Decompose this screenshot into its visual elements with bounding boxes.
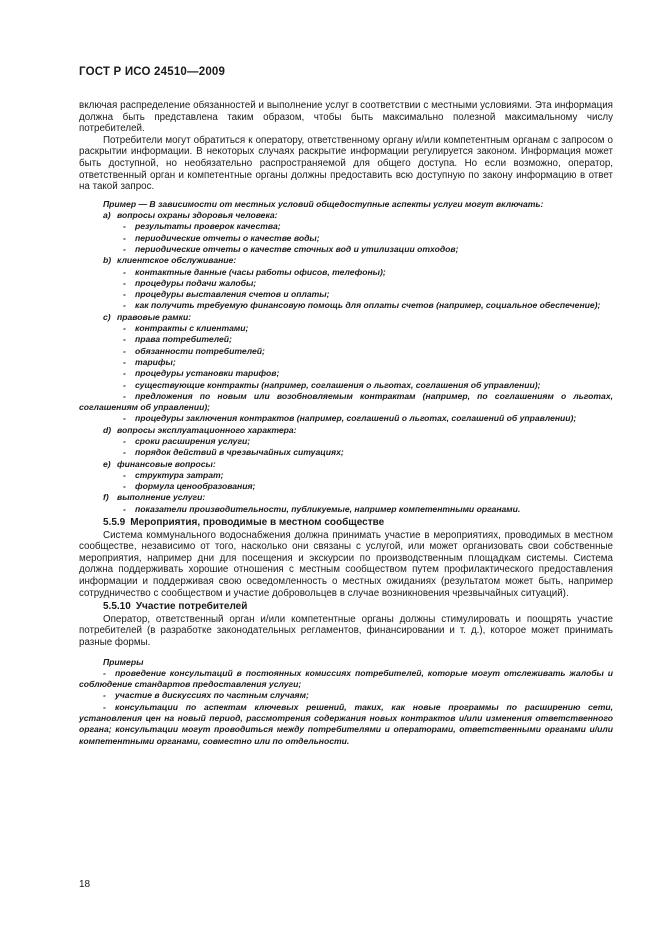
examples-lead: Примеры [103,656,144,667]
example-group-b [79,255,613,266]
group-label: b) [103,255,112,266]
list-item: - сроки расширения услуги; [123,435,251,446]
list-item: - существующие контракты (например, соглашения о льготах, соглашения об управлении); [123,379,541,390]
section-heading-5-5-10: 5.5.10 Участие потребителей [103,601,248,613]
group-title: вопросы охраны здоровья человека: [117,210,278,221]
list-item: - процедуры выставления счетов и оплаты; [123,289,330,300]
group-label: е) [103,458,111,469]
list-item: - контракты с клиентами; [123,323,249,334]
list-item: - результаты проверок качества; [123,221,281,232]
list-item: - порядок действий в чрезвычайных ситуациях; [123,447,344,458]
example-group-f [79,492,613,503]
document-header: ГОСТ Р ИСО 24510—2009 [79,66,226,78]
list-item: - процедуры установки тарифов; [123,368,280,379]
list-item: - формула ценообразования; [123,481,256,492]
list-item: - предложения по новым или возобновляемым контрактам (например, по соглашениям о льготах, соглашениям об управлении); [79,390,613,413]
list-item: - проведение консультаций в постоянных комиссиях потребителей, которые могут отслеживать жалобы и соблюдение стандартов предоставления услуги; [79,667,613,690]
page-content [79,100,613,747]
list-item: - тарифы; [123,356,176,367]
example-group-d [79,425,613,436]
example-group-c [79,312,613,323]
list-item: - контактные данные (часы работы офисов, телефоны); [123,266,386,277]
section-5-5-9-body: Система коммунального водоснабжения должна принимать участие в мероприятиях, проводимых в местном сообществе, независимо от того, насколько они связаны с услугой, или может организовать свои собственные мероприятия, например дни для посещения и экскурсии по производственным площадкам системы. Система должна поддерживать хорошие отношения с местным сообществом путем профилактического предоставления информации и поддерживая свою осведомленность о местных ожиданиях (результатом может быть, например сотрудничество с сообществом и участие добровольцев в случае возникновения чрезвычайных ситуаций). [79,529,613,599]
group-label: f) [103,492,109,503]
list-item: - права потребителей; [123,334,232,345]
list-item: - структура затрат; [123,469,224,480]
example-group-e [79,459,613,470]
section-5-5-10-body: Оператор, ответственный орган и/или компетентные органы должны стимулировать и поощрять участие потребителей (в разработке законодательных регламентов, финансировании и т. д.), которое может принимать разные формы. [79,613,613,648]
intro-paragraph-1: включая распределение обязанностей и выполнение услуг в соответствии с местными условиями. Эта информация должна быть представлена таким образом, чтобы быть максимально полезной максимальному числу потребителей. [79,100,613,135]
group-title: финансовые вопросы: [117,458,216,469]
list-item: - консультации по аспектам ключевых решений, таких, как новые программы по расширению сети, установления цен на новый период, рассмотрения содержания новых контрактов и/или изменения ответственного органа; консультации могут проводиться между потребителями и операторами, ответственными органами и/или компетентными органами, совместно или по отдельности. [79,701,613,746]
example-group-a [79,210,613,221]
list-item: - как получить требуемую финансовую помощь для оплаты счетов (например, социальное обеспечение); [123,300,601,311]
group-label: с) [103,311,111,322]
list-item: - периодические отчеты о качестве сточных вод и утилизации отходов; [123,243,459,254]
example-lead: Пример — В зависимости от местных условий общедоступные аспекты услуги могут включать: [103,198,544,209]
section-heading-5-5-9: 5.5.9 Мероприятия, проводимые в местном сообществе [103,517,385,529]
list-item: - показатели производительности, публикуемые, например компетентными органами. [123,503,521,514]
list-item: - процедуры подачи жалобы; [123,277,257,288]
group-title: правовые рамки: [117,311,192,322]
intro-paragraph-2: Потребители могут обратиться к оператору, ответственному органу и/или компетентным органам с запросом о раскрытии информации. В некоторых случаях раскрытие информации регулируется законом. Информация может быть доступной, но необязательно распространяемой для общего доступа. Но если возможно, оператор, ответственный орган и компетентные органы должны предоставить всю доступную по закону информацию в ответ на такой запрос. [79,134,613,193]
list-item: - процедуры заключения контрактов (например, соглашений о льготах, соглашений об управлении); [123,413,577,424]
group-label: а) [103,210,111,221]
group-title: вопросы эксплуатационного характера: [117,424,297,435]
list-item: - обязанности потребителей; [123,345,265,356]
group-title: клиентское обслуживание: [117,255,237,266]
list-item: - участие в дискуссиях по частным случаям; [103,690,309,701]
list-item: - периодические отчеты о качестве воды; [123,232,320,243]
group-label: d) [103,424,112,435]
page-number: 18 [79,879,91,890]
group-title: выполнение услуги: [117,492,206,503]
